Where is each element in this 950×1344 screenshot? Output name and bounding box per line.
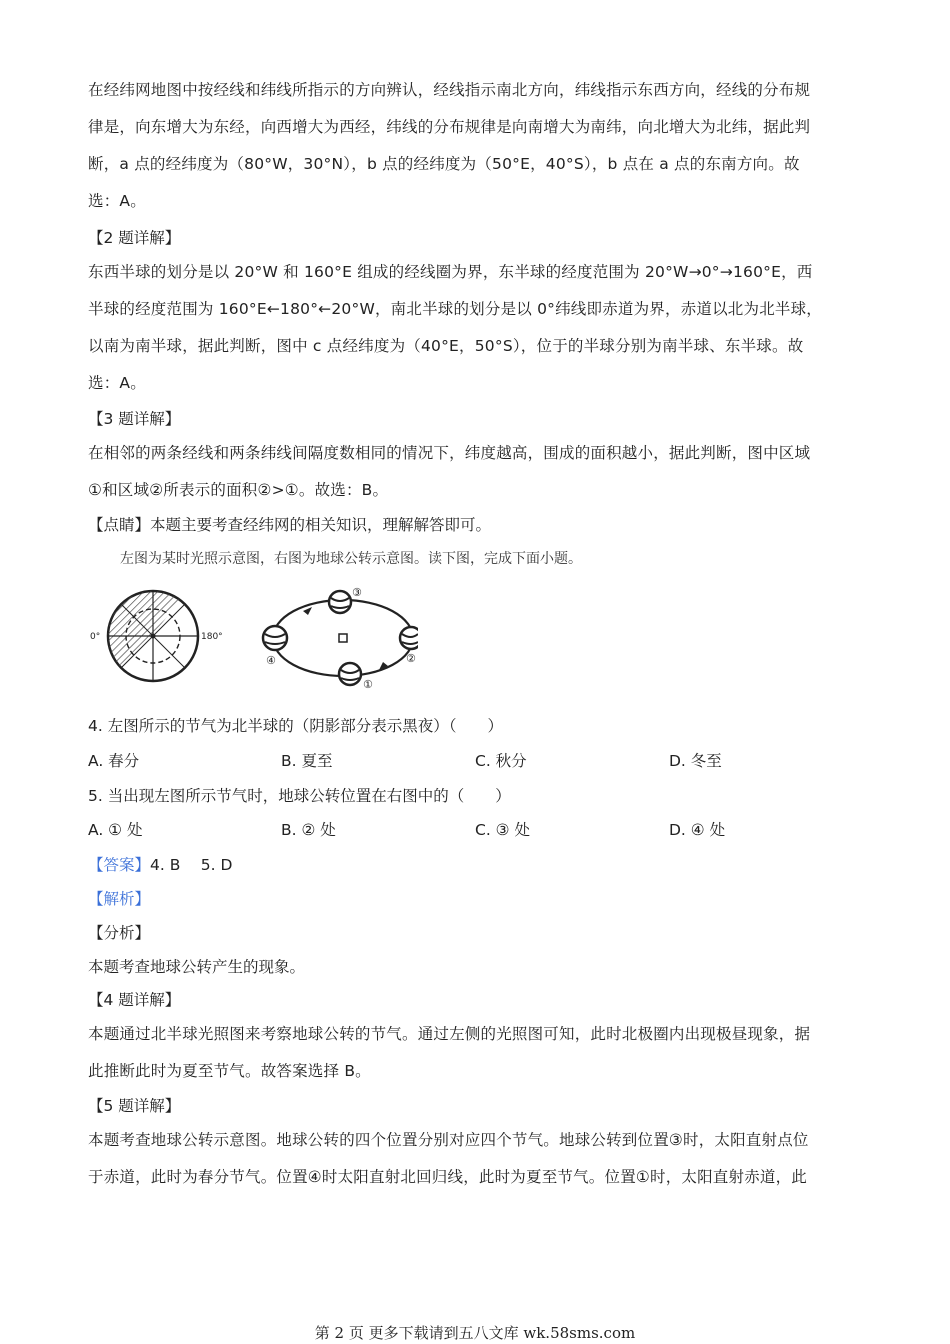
- earth-orbit-diagram: [263, 591, 418, 685]
- label-0-degree: 0°: [90, 632, 101, 642]
- heading-q3-detail: 【3 题详解】: [88, 410, 181, 428]
- para1-line-1: 在经纬网地图中按经线和纬线所指示的方向辨认，经线指示南北方向，纬线指示东西方向，经线的分布规: [88, 81, 811, 99]
- para1-line-4: 选：A。: [88, 192, 146, 210]
- para2-line-2: 半球的经度范围为 160°E←180°←20°W，南北半球的划分是以 0°纬线即赤道为界，赤道以北为北半球，: [88, 300, 823, 318]
- sun-marker: [339, 634, 347, 642]
- label-180-degree: 180°: [201, 632, 223, 642]
- q5-option-b: B. ② 处: [281, 821, 336, 839]
- para2-line-4: 选：A。: [88, 374, 146, 392]
- q4-option-d: D. 冬至: [669, 752, 722, 770]
- para3-line-1: 在相邻的两条经线和两条纬线间隔度数相同的情况下，纬度越高，围成的面积越小，据此判断，图中区域: [88, 444, 811, 462]
- q4-option-c: C. 秋分: [475, 752, 527, 770]
- heading-q4-detail: 【4 题详解】: [88, 991, 181, 1009]
- fenxi-text: 本题考查地球公转产生的现象。: [88, 958, 306, 976]
- earth-position-2: [400, 627, 418, 649]
- heading-q5-detail: 【5 题详解】: [88, 1097, 181, 1115]
- q5-option-c: C. ③ 处: [475, 821, 530, 839]
- fenxi-label: 【分析】: [88, 924, 151, 942]
- polar-illumination-diagram: [108, 591, 198, 681]
- q4-option-b: B. 夏至: [281, 752, 333, 770]
- para3-line-2: ①和区域②所表示的面积②>①。故选：B。: [88, 481, 389, 499]
- para4-line-1: 本题通过北半球光照图来考察地球公转的节气。通过左侧的光照图可知，此时北极圈内出现极昼现象，据: [88, 1025, 811, 1043]
- jiexi-label: 【解析】: [88, 890, 151, 908]
- question-4-stem: 4. 左图所示的节气为北半球的（阴影部分表示黑夜）（ ）: [88, 717, 503, 735]
- dianjing-note: 【点睛】本题主要考查经纬网的相关知识，理解解答即可。: [88, 516, 492, 534]
- q4-option-a: A. 春分: [88, 752, 140, 770]
- earth-illumination-figure: [88, 576, 418, 696]
- para5-line-1: 本题考查地球公转示意图。地球公转的四个位置分别对应四个节气。地球公转到位置③时，太阳直射点位: [88, 1131, 809, 1149]
- answer-label: 【答案】: [88, 856, 151, 874]
- label-position-2: ②: [406, 652, 416, 665]
- label-position-4: ④: [266, 654, 276, 667]
- answer-text: 4. B 5. D: [150, 856, 233, 874]
- para4-line-2: 此推断此时为夏至节气。故答案选择 B。: [88, 1062, 371, 1080]
- label-position-1: ①: [363, 678, 373, 691]
- para1-line-3: 断，a 点的经纬度为（80°W，30°N），b 点的经纬度为（50°E，40°S），b 点在 a 点的东南方向。故: [88, 155, 800, 173]
- figure-caption: 左图为某时光照示意图，右图为地球公转示意图。读下图，完成下面小题。: [120, 551, 582, 567]
- heading-q2-detail: 【2 题详解】: [88, 229, 181, 247]
- para2-line-3: 以南为南半球，据此判断，图中 c 点经纬度为（40°E，50°S），位于的半球分别为南半球、东半球。故: [88, 337, 804, 355]
- page-footer: 第 2 页 更多下载请到五八文库 wk.58sms.com: [314, 1324, 636, 1342]
- answer-line: [88, 855, 232, 875]
- para2-line-1: 东西半球的划分是以 20°W 和 160°E 组成的经线圈为界，东半球的经度范围为 20°W→0°→160°E，西: [88, 263, 813, 281]
- label-position-3: ③: [352, 586, 362, 599]
- question-5-stem: 5. 当出现左图所示节气时，地球公转位置在右图中的（ ）: [88, 787, 511, 805]
- para5-line-2: 于赤道，此时为春分节气。位置④时太阳直射北回归线，此时为夏至节气。位置①时，太阳直射赤道，此: [88, 1168, 807, 1186]
- q5-option-a: A. ① 处: [88, 821, 143, 839]
- q5-option-d: D. ④ 处: [669, 821, 726, 839]
- para1-line-2: 律是，向东增大为东经，向西增大为西经，纬线的分布规律是向南增大为南纬，向北增大为北纬，据此判: [88, 118, 811, 136]
